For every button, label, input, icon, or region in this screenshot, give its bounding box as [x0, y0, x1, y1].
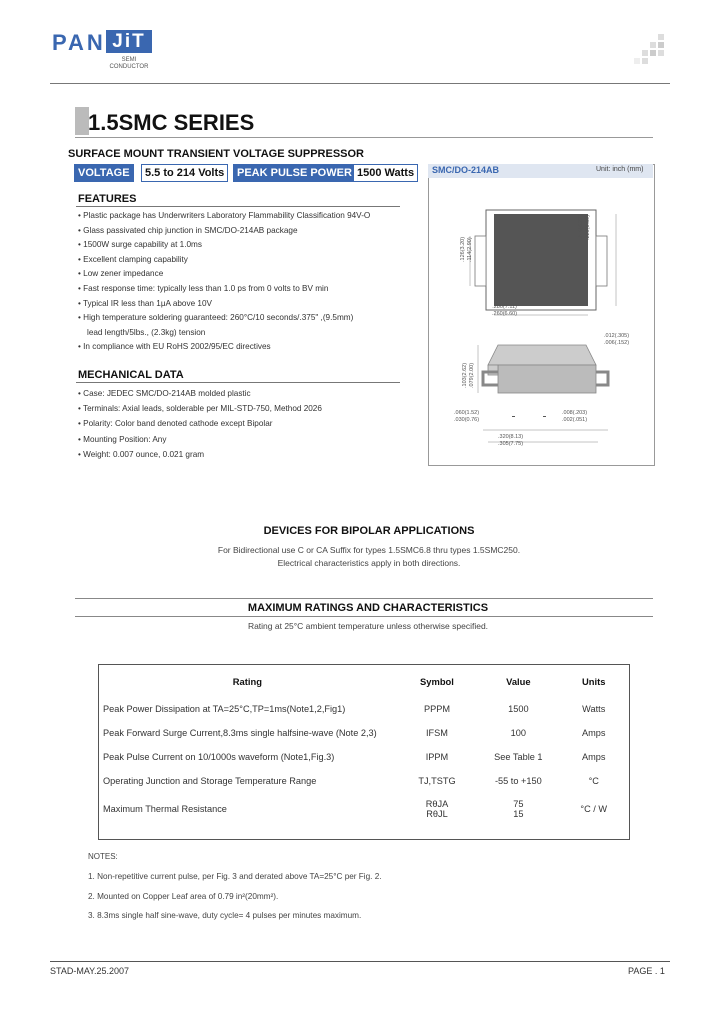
feature-text: Low zener impedance [83, 269, 164, 279]
power-value-tag: 1500 Watts [353, 164, 418, 182]
table-row [99, 721, 630, 745]
list-item: • Low zener impedance [78, 269, 164, 279]
cell-units: °C [588, 776, 599, 786]
dim-lead-width [460, 237, 474, 262]
logo-sub-line2: CONDUCTOR [109, 64, 149, 70]
bipolar-heading: DEVICES FOR BIPOLAR APPLICATIONS [263, 525, 475, 537]
cell-units: Amps [581, 728, 606, 738]
voltage-value-tag: 5.5 to 214 Volts [141, 164, 228, 182]
mechanical-heading: MECHANICAL DATA [78, 369, 184, 381]
dim-overall-length [498, 434, 523, 448]
ratings-table [98, 664, 630, 840]
cell-value: -55 to +150 [494, 776, 542, 786]
dim-value: .103(2.62) [462, 362, 468, 388]
cell-rating: Operating Junction and Storage Temperature Range [103, 776, 317, 786]
dim-value: .220(5.59) [585, 214, 591, 240]
cell-symbol: IPPM [425, 752, 449, 762]
feature-text: In compliance with EU RoHS 2002/95/EC directives [83, 342, 271, 352]
ratings-rule-top [75, 598, 653, 599]
cell-value: 100 [510, 728, 527, 738]
bipolar-line2: Electrical characteristics apply in both directions. [277, 558, 461, 568]
dim-width-right [578, 215, 592, 240]
feature-text: Typical IR less than 1μA above 10V [83, 298, 212, 308]
col-value: Value [506, 675, 531, 687]
dim-value: .305(7.75) [498, 441, 524, 447]
features-list [78, 209, 398, 355]
package-name: SMC/DO-214AB [432, 165, 500, 175]
dim-foot-length [454, 410, 479, 424]
mechanical-list [78, 386, 398, 462]
logo-jit-badge: JiT [106, 30, 152, 53]
feature-text: Fast response time: typically less than 1.0 ps from 0 volts to BV min [83, 283, 329, 293]
dim-lead-thickness [604, 333, 629, 347]
dim-value: .060(1.52) [454, 410, 480, 416]
power-label-tag: PEAK PULSE POWER [233, 164, 356, 182]
dim-length-top [492, 304, 517, 318]
decorative-squares-icon [634, 34, 670, 64]
symbol-line: RθJL [426, 809, 448, 819]
list-item: • Polarity: Color band denoted cathode except Bipolar [78, 419, 273, 429]
ratings-heading: MAXIMUM RATINGS AND CHARACTERISTICS [247, 602, 489, 614]
cell-units: °C / W [580, 804, 608, 814]
note-3: 3. 8.3ms single half sine-wave, duty cycle= 4 pulses per minutes maximum. [88, 911, 362, 920]
cell-value: See Table 1 [494, 752, 543, 762]
list-item: • Weight: 0.007 ounce, 0.021 gram [78, 449, 205, 459]
symbol-line: RθJA [425, 799, 449, 809]
value-line: 15 [513, 809, 524, 819]
logo-pan-text: PAN [52, 30, 106, 55]
feature-text: 1500W surge capability at 1.0ms [83, 240, 202, 250]
list-item: • Plastic package has Underwriters Laboratory Flammability Classification 94V-O [78, 211, 371, 220]
dim-value: .320(8.13) [498, 434, 524, 440]
list-item: • Terminals: Axial leads, solderable per MIL-STD-750, Method 2026 [78, 404, 322, 414]
dim-value: .280(7.11) [492, 304, 517, 310]
col-units: Units [582, 675, 606, 687]
features-rule [76, 206, 400, 207]
table-spacer-row [99, 825, 630, 840]
bipolar-line1: For Bidirectional use C or CA Suffix for types 1.5SMC6.8 thru types 1.5SMC250. [217, 545, 521, 555]
footer-doc-code: STAD-MAY.25.2007 [50, 966, 130, 976]
mechanical-text: Case: JEDEC SMC/DO-214AB molded plastic [83, 389, 251, 398]
col-rating: Rating [232, 675, 262, 687]
notes-heading: NOTES: [88, 852, 118, 861]
footer-rule [50, 961, 670, 962]
list-item: • High temperature soldering guaranteed: 260°C/10 seconds/.375" ,(9.5mm) [78, 313, 354, 323]
value-line: 75 [513, 799, 524, 809]
cell-symbol: TJ,TSTG [418, 776, 456, 786]
list-item [78, 326, 398, 341]
header-rule [50, 83, 670, 84]
table-row [99, 769, 630, 793]
mechanical-text: Weight: 0.007 ounce, 0.021 gram [83, 449, 205, 459]
ratings-rule-bottom [75, 616, 653, 617]
list-item: • In compliance with EU RoHS 2002/95/EC directives [78, 342, 271, 352]
table-header-row [99, 665, 630, 698]
mechanical-text: Mounting Position: Any [83, 434, 167, 444]
package-unit: Unit: inch (mm) [596, 166, 644, 173]
note-2: 2. Mounted on Copper Leaf area of 0.79 in²(20mm²). [88, 892, 279, 901]
cell-rating: Peak Pulse Current on 10/1000s waveform (Note1,Fig.3) [103, 752, 335, 762]
cell-rating: Maximum Thermal Resistance [103, 804, 227, 814]
mechanical-rule [76, 382, 400, 383]
dim-value: .002(.051) [562, 417, 588, 423]
table-row [99, 697, 630, 721]
cell-symbol: IFSM [426, 728, 448, 738]
feature-text: Excellent clamping capability [83, 254, 188, 264]
cell-value [478, 793, 558, 825]
dim-value: .008(.203) [562, 410, 588, 416]
logo-sub-line1: SEMI [121, 57, 137, 63]
mechanical-text: Terminals: Axial leads, solderable per MIL-STD-750, Method 2026 [83, 404, 322, 414]
cell-symbol: PPPM [423, 704, 450, 714]
dim-value: .245(6.22) [578, 214, 584, 240]
title-rule [75, 137, 653, 138]
cell-rating: Peak Forward Surge Current,8.3ms single halfsine-wave (Note 2,3) [103, 728, 377, 738]
voltage-label-tag: VOLTAGE [74, 164, 134, 182]
dim-value: .012(.305) [604, 333, 630, 339]
dim-standoff [562, 410, 587, 424]
cell-units: Amps [581, 752, 606, 762]
list-item: • Glass passivated chip junction in SMC/DO-214AB package [78, 225, 298, 235]
list-item: • 1500W surge capability at 1.0ms [78, 240, 202, 250]
list-item: • Case: JEDEC SMC/DO-214AB molded plastic [78, 389, 251, 398]
features-heading: FEATURES [78, 193, 137, 205]
list-item: • Excellent clamping capability [78, 254, 188, 264]
page-title: 1.5SMC SERIES [88, 110, 255, 135]
table-row [99, 793, 630, 825]
product-subtitle: SURFACE MOUNT TRANSIENT VOLTAGE SUPPRESSOR [68, 148, 365, 160]
feature-text: High temperature soldering guaranteed: 260°C/10 seconds/.375" ,(9.5mm) [83, 313, 354, 323]
ratings-condition-note: Rating at 25°C ambient temperature unless otherwise specified. [247, 621, 489, 631]
title-accent-bar [75, 107, 89, 135]
logo-subtitle [108, 57, 150, 71]
table-row [99, 745, 630, 769]
col-symbol: Symbol [420, 675, 454, 687]
list-item: • Typical IR less than 1μA above 10V [78, 298, 212, 308]
cell-units: Watts [582, 704, 606, 714]
dim-value: .030(0.76) [454, 417, 480, 423]
feature-text: Plastic package has Underwriters Laboratory Flammability Classification 94V-O [83, 211, 371, 220]
feature-text: Glass passivated chip junction in SMC/DO-214AB package [83, 225, 298, 235]
dim-value: .114(2.90) [467, 237, 473, 262]
dim-height [462, 363, 476, 388]
dim-value: .079(2.00) [469, 362, 475, 388]
list-item: • Fast response time: typically less than 1.0 ps from 0 volts to BV min [78, 283, 329, 293]
cell-rating: Peak Power Dissipation at TA=25°C,TP=1ms(Note1,2,Fig1) [103, 704, 346, 714]
list-item: • Mounting Position: Any [78, 434, 167, 444]
footer-page-number: PAGE . 1 [628, 966, 665, 976]
feature-text: lead length/5lbs., (2.3kg) tension [87, 327, 206, 337]
cell-symbol [396, 793, 479, 825]
dim-value: .006(.152) [604, 340, 630, 346]
dim-value: .260(6.60) [492, 311, 518, 317]
cell-value: 1500 [508, 704, 529, 714]
note-1: 1. Non-repetitive current pulse, per Fig. 3 and derated above TA=25°C per Fig. 2. [88, 872, 382, 881]
mechanical-text: Polarity: Color band denoted cathode except Bipolar [83, 419, 273, 429]
dim-value: .126(3.20) [460, 236, 466, 262]
